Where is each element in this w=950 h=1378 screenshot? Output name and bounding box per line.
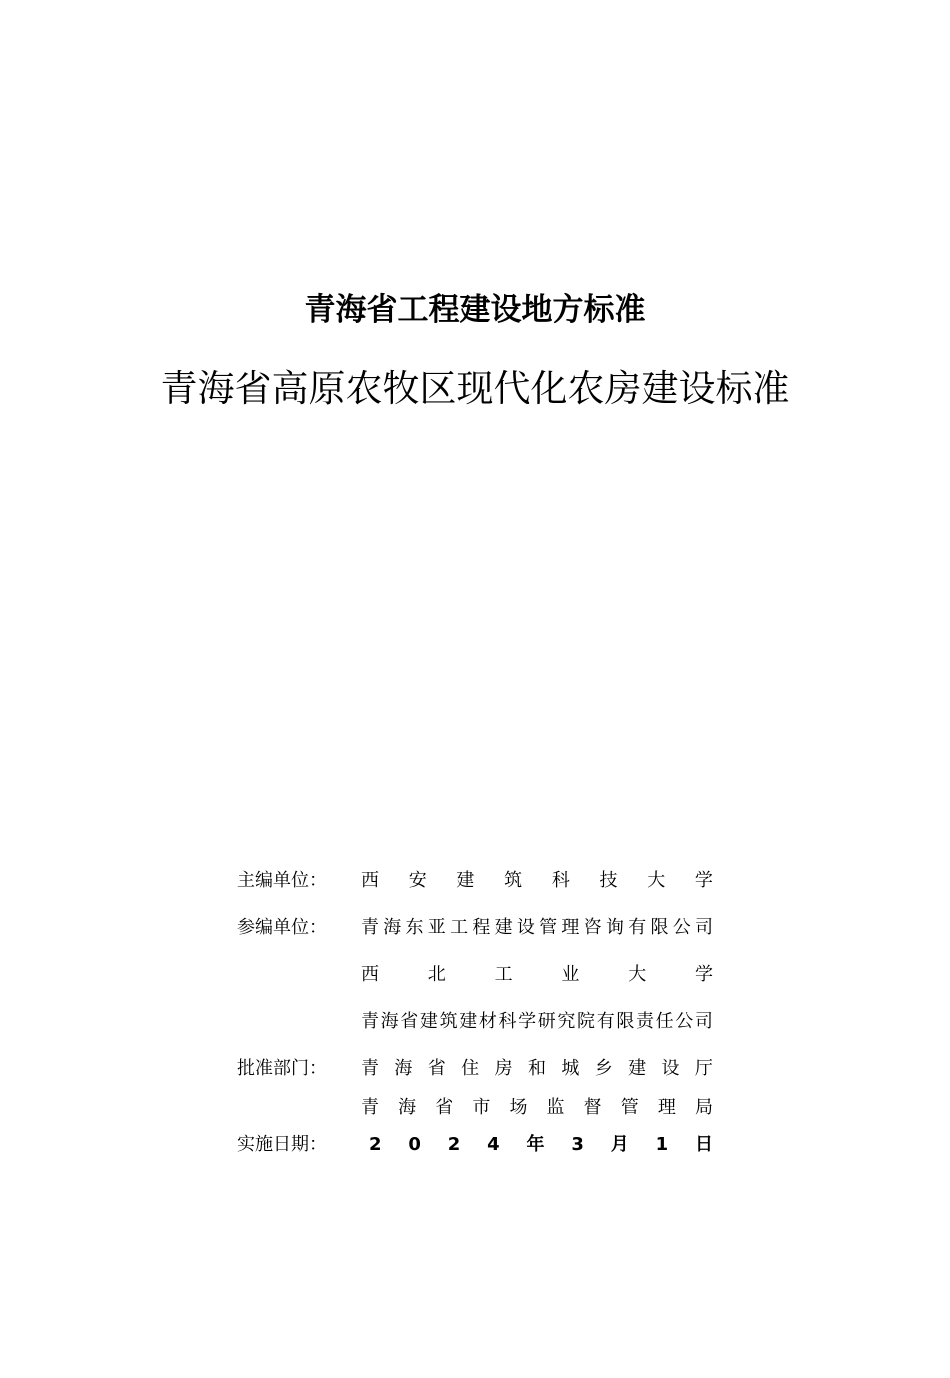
char: 西: [361, 870, 379, 891]
char: 青: [361, 917, 379, 938]
char: 理: [657, 1097, 676, 1118]
char: 海: [394, 1058, 413, 1079]
char: 0: [408, 1134, 421, 1155]
char: 工: [494, 964, 513, 985]
char: 大: [647, 870, 666, 891]
participating-editors-label: 参编单位：: [237, 917, 327, 938]
participating-editor-3: [361, 1010, 713, 1034]
char: 青: [361, 1011, 379, 1032]
char: 学: [518, 1011, 537, 1032]
char: 北: [427, 964, 446, 985]
char: 亚: [427, 917, 446, 938]
char: 省: [400, 1011, 419, 1032]
char: 限: [650, 917, 669, 938]
char: 场: [509, 1097, 528, 1118]
char: 青: [361, 1058, 379, 1079]
char: 安: [408, 870, 427, 891]
char: 科: [498, 1011, 517, 1032]
char: 城: [561, 1058, 580, 1079]
char: 管: [539, 917, 558, 938]
char: 3: [571, 1134, 584, 1155]
char: 筑: [439, 1011, 458, 1032]
char: 研: [537, 1011, 556, 1032]
char: 海: [383, 917, 402, 938]
char: 业: [561, 964, 580, 985]
char: 设: [661, 1058, 680, 1079]
char: 公: [675, 1011, 694, 1032]
char: 海: [380, 1011, 399, 1032]
approval-department-2: [361, 1096, 713, 1120]
char: 建: [419, 1011, 438, 1032]
char: 厅: [694, 1058, 713, 1079]
char: 监: [546, 1097, 565, 1118]
char: 设: [516, 917, 535, 938]
char: 理: [561, 917, 580, 938]
char: 2: [369, 1134, 382, 1155]
char: 和: [527, 1058, 546, 1079]
char: 4: [487, 1134, 500, 1155]
char: 工: [450, 917, 469, 938]
char: 大: [628, 964, 647, 985]
char: 2: [447, 1134, 461, 1155]
standard-category-heading: 青海省工程建设地方标准: [304, 292, 646, 328]
char: 西: [361, 964, 379, 985]
char: 建: [628, 1058, 647, 1079]
char: 学: [694, 870, 713, 891]
char: 建: [459, 1011, 478, 1032]
char: 询: [605, 917, 624, 938]
char: 管: [620, 1097, 639, 1118]
char: 咨: [583, 917, 602, 938]
char: 科: [551, 870, 570, 891]
char: 程: [472, 917, 491, 938]
char: 住: [461, 1058, 480, 1079]
char: 材: [478, 1011, 497, 1032]
char: 责: [635, 1011, 654, 1032]
char: 筑: [504, 870, 523, 891]
char: 省: [435, 1097, 454, 1118]
char: 学: [694, 964, 713, 985]
char: 年: [526, 1134, 545, 1155]
char: 督: [583, 1097, 602, 1118]
char: 市: [472, 1097, 491, 1118]
participating-editor-1: [361, 916, 713, 940]
char: 究: [557, 1011, 576, 1032]
char: 1: [655, 1134, 669, 1155]
char: 局: [694, 1097, 713, 1118]
document-title: 青海省高原农牧区现代化农房建设标准: [160, 367, 790, 410]
char: 乡: [594, 1058, 613, 1079]
char: 院: [577, 1011, 596, 1032]
char: 月: [610, 1134, 629, 1155]
approval-department-1: [361, 1057, 713, 1081]
char: 建: [456, 870, 475, 891]
chief-editor-value: [361, 869, 713, 893]
implementation-date-value: [361, 1133, 713, 1157]
char: 有: [628, 917, 647, 938]
char: 东: [405, 917, 424, 938]
char: 限: [616, 1011, 635, 1032]
char: 海: [398, 1097, 417, 1118]
implementation-date-label: 实施日期：: [237, 1134, 327, 1155]
char: 房: [494, 1058, 513, 1079]
char: 省: [427, 1058, 446, 1079]
char: 司: [694, 1011, 713, 1032]
approval-departments-label: 批准部门：: [237, 1058, 327, 1079]
chief-editor-label: 主编单位：: [237, 870, 327, 891]
char: 技: [599, 870, 618, 891]
char: 司: [694, 917, 713, 938]
char: 有: [596, 1011, 615, 1032]
char: 建: [494, 917, 513, 938]
char: 公: [672, 917, 691, 938]
char: 任: [655, 1011, 674, 1032]
participating-editor-2: [361, 963, 713, 987]
char: 日: [694, 1134, 713, 1155]
char: 青: [361, 1097, 379, 1118]
